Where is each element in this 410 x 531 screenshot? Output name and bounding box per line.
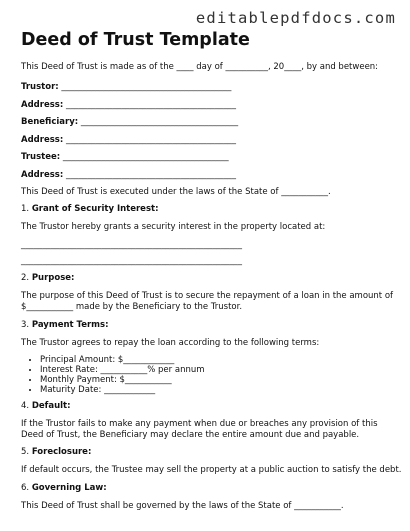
section-number: 6. [21, 483, 30, 493]
field-label: Address: [21, 99, 64, 110]
field-label: Trustor: [21, 82, 59, 92]
section-heading-governing-law [21, 483, 401, 494]
section-number: 4. [21, 401, 30, 411]
beneficiary-address-field [21, 135, 401, 153]
section-number: 5. [21, 447, 30, 457]
site-watermark: editablepdfdocs.com [195, 9, 396, 27]
beneficiary-blank: _____________________________________ [80, 117, 239, 127]
intro-paragraph: This Deed of Trust is made as of the ____ day of __________, 20____, by and between: [21, 62, 379, 72]
grant-text: The Trustor hereby grants a security interest in the property located at: [21, 222, 326, 232]
field-label: Trustee: [21, 152, 61, 162]
section-title: Payment Terms: [31, 320, 109, 330]
governing-law-text: This Deed of Trust shall be governed by the laws of the State of ___________. [21, 501, 344, 511]
list-item: • Monthly Payment: $___________ [40, 375, 401, 385]
trustor-field [21, 82, 401, 100]
property-line-1: ____________________________________________________ [21, 240, 242, 250]
trustor-address-blank: ________________________________________ [65, 99, 236, 110]
section-heading-purpose [21, 273, 401, 284]
section-number: 1. [21, 204, 30, 214]
list-item: • Principal Amount: $____________ [40, 355, 401, 365]
payment-text: The Trustor agrees to repay the loan according to the following terms: [21, 338, 320, 348]
list-item: • Maturity Date: ____________ [40, 385, 401, 395]
payment-terms-list [21, 355, 401, 395]
section-number: 2. [21, 273, 30, 283]
property-line-2: ____________________________________________________ [21, 256, 242, 266]
section-title: Default: [31, 401, 71, 411]
purpose-text: The purpose of this Deed of Trust is to secure the repayment of a loan in the amount of $___________ made by the Beneficiary to the Trustor. [21, 291, 394, 312]
field-label: Address: [21, 134, 64, 145]
trustee-address-field [21, 170, 401, 188]
field-label: Address: [21, 169, 64, 180]
section-number: 3. [21, 320, 30, 330]
section-heading-grant [21, 204, 401, 215]
section-title: Foreclosure: [31, 447, 92, 457]
trustee-blank: _______________________________________ [62, 152, 229, 162]
parties-block [21, 82, 401, 187]
trustee-address-blank: ________________________________________ [65, 169, 236, 180]
section-heading-foreclosure [21, 447, 401, 458]
list-item: • Interest Rate: ___________% per annum [40, 365, 401, 375]
beneficiary-field [21, 117, 401, 135]
document-body [21, 30, 401, 512]
executed-paragraph: This Deed of Trust is executed under the laws of the State of ___________. [21, 187, 331, 197]
section-heading-payment [21, 320, 401, 331]
section-title: Purpose: [31, 273, 75, 283]
section-title: Governing Law: [31, 483, 107, 493]
beneficiary-address-blank: ________________________________________ [65, 134, 236, 145]
trustee-field [21, 152, 401, 170]
trustor-blank: ________________________________________ [61, 82, 232, 92]
default-text: If the Trustor fails to make any payment when due or breaches any provision of this Deed of Trust, the Beneficiary may declare the entire amount due and payable. [21, 419, 378, 440]
section-heading-default [21, 401, 401, 412]
document-title: Deed of Trust Template [21, 30, 250, 50]
foreclosure-text: If default occurs, the Trustee may sell the property at a public auction to satisfy the debt. [21, 465, 402, 475]
field-label: Beneficiary: [21, 117, 79, 127]
section-title: Grant of Security Interest: [31, 204, 159, 214]
trustor-address-field [21, 100, 401, 118]
